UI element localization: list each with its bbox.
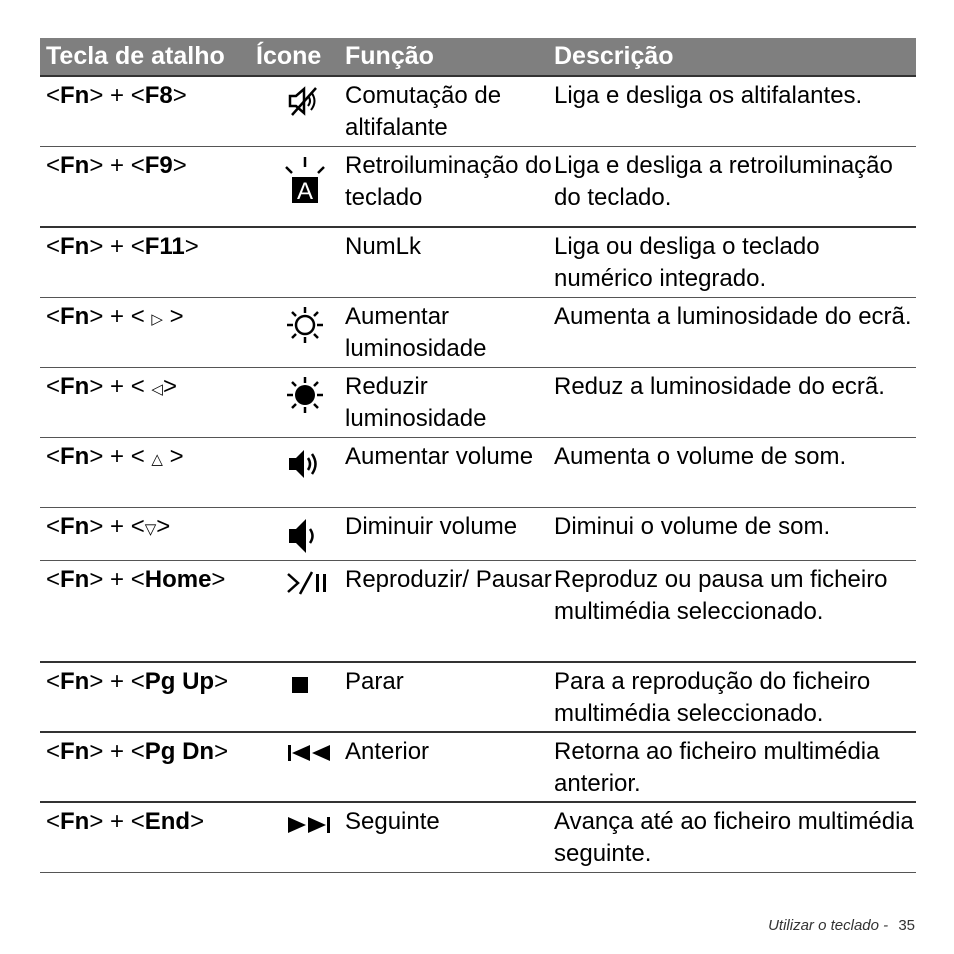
svg-text:A: A xyxy=(296,178,314,205)
shortcut-keys: <Fn> + <F11> xyxy=(46,233,199,260)
shortcut-keys: <Fn> + < ▷ > xyxy=(46,303,184,330)
table-row: <Fn> + < ▷ > Aumentar luminosidade Aumenta a luminosidade do ecrã. xyxy=(40,298,916,368)
keyboard-backlight-icon xyxy=(280,153,330,213)
table-header xyxy=(40,38,916,77)
shortcut-keys: <Fn> + <Home> xyxy=(46,566,226,593)
page-number: 35 xyxy=(898,917,915,934)
header-key: Tecla de atalho xyxy=(46,42,225,70)
shortcut-keys: <Fn> + < △ > xyxy=(46,443,184,470)
play-pause-icon xyxy=(286,569,332,597)
header-icon: Ícone xyxy=(256,42,322,70)
header-description: Descrição xyxy=(554,42,674,70)
shortcut-keys: <Fn> + < ◁> xyxy=(46,373,177,400)
footer-section: Utilizar o teclado - xyxy=(768,917,889,934)
table-row: <Fn> + <F8> Comutação de altifalante Liga e desliga os altifalantes. xyxy=(40,77,916,147)
table-row: <Fn> + <F11> NumLk Liga ou desliga o teclado numérico integrado. xyxy=(40,228,916,298)
shortcut-keys: <Fn> + <Pg Up> xyxy=(46,668,229,695)
shortcut-keys: <Fn> + <F8> xyxy=(46,82,187,109)
speaker-mute-icon xyxy=(286,85,322,119)
stop-icon xyxy=(290,675,310,695)
next-track-icon xyxy=(286,815,332,835)
volume-down-icon xyxy=(286,516,324,556)
table-row: <Fn> + < △ > Aumentar volume Aumenta o volume de som. xyxy=(40,438,916,508)
shortcut-keys: <Fn> + <F9> xyxy=(46,152,187,179)
shortcut-table xyxy=(40,38,916,873)
shortcut-keys: <Fn> + <End> xyxy=(46,808,205,835)
table-row: <Fn> + <▽> Diminuir volume Diminui o volume de som. xyxy=(40,508,916,561)
table-row: <Fn> + < ◁> Reduzir luminosidade Reduz a luminosidade do ecrã. xyxy=(40,368,916,438)
page-footer xyxy=(768,917,915,934)
table-row: <Fn> + <Home> Reproduzir/ Pausar Reproduz ou pausa um ficheiro multimédia seleccionado. xyxy=(40,561,916,663)
brightness-up-icon xyxy=(286,306,324,344)
header-function: Função xyxy=(345,42,434,70)
shortcut-keys: <Fn> + <Pg Dn> xyxy=(46,738,229,765)
brightness-down-icon xyxy=(286,376,324,414)
table-row: <Fn> + <F9> A Retroiluminação do teclado Liga e desliga a retroiluminação do teclado. xyxy=(40,147,916,228)
volume-up-icon xyxy=(286,446,324,482)
table-row: <Fn> + <Pg Dn> Anterior Retorna ao ficheiro multimédia anterior. xyxy=(40,733,916,803)
table-row: <Fn> + <End> Seguinte Avança até ao ficheiro multimédia seguinte. xyxy=(40,803,916,873)
table-row: <Fn> + <Pg Up> Parar Para a reprodução do ficheiro multimédia seleccionado. xyxy=(40,663,916,733)
previous-track-icon xyxy=(286,743,332,763)
shortcut-keys: <Fn> + <▽> xyxy=(46,513,171,540)
